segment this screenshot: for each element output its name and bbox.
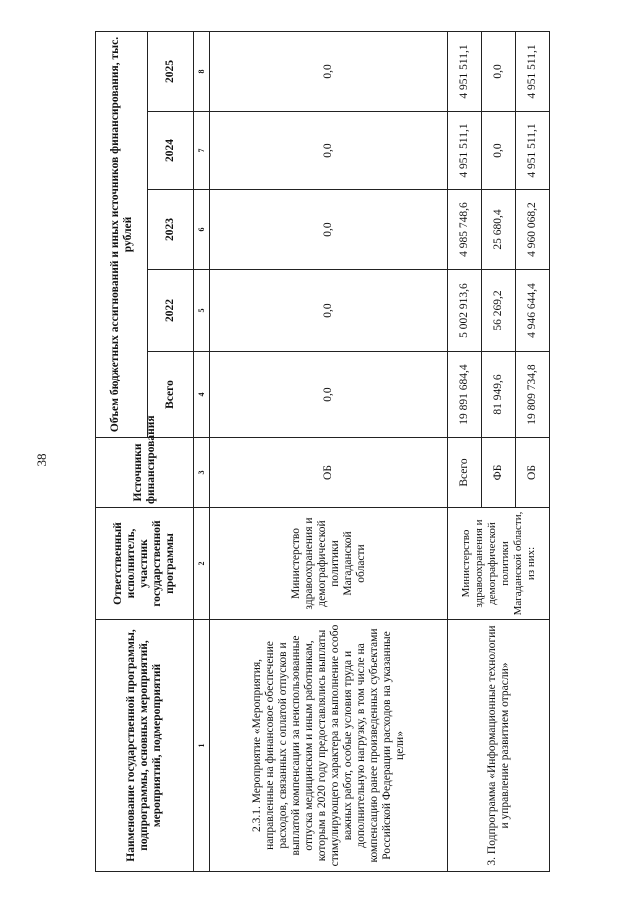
row-value: 0,0 [210, 352, 448, 438]
row-executor: Министерство здравоохранения и демографической политики Магаданской области, из них: [448, 508, 550, 620]
row-value: 0,0 [210, 112, 448, 190]
row-value: 0,0 [482, 112, 516, 190]
header-name: Наименование государственной программы, подпрограммы, основных мероприятий, мероприятий, подмероприятий [96, 620, 194, 872]
row-value: 5 002 913,6 [448, 270, 482, 352]
row-value: 25 680,4 [482, 190, 516, 270]
header-year-2023: 2023 [148, 190, 194, 270]
col-number: 7 [194, 112, 210, 190]
header-budget-group: Объем бюджетных ассигнований и иных источников финансирования, тыс. рублей [96, 31, 148, 437]
row-value: 19 809 734,8 [516, 352, 550, 438]
row-source: ОБ [516, 438, 550, 508]
header-year-2025: 2025 [148, 31, 194, 111]
header-year-2022: 2022 [148, 270, 194, 352]
row-executor: Министерство здравоохранения и демографической политики Магаданской области [210, 508, 448, 620]
col-number: 1 [194, 620, 210, 872]
col-number: 2 [194, 508, 210, 620]
row-value: 4 946 644,4 [516, 270, 550, 352]
budget-table [95, 31, 550, 872]
col-number: 4 [194, 352, 210, 438]
row-value: 0,0 [210, 190, 448, 270]
row-value: 4 960 068,2 [516, 190, 550, 270]
row-name: 2.3.1. Мероприятие «Мероприятия, направленные на финансовое обеспечение расходов, связанных с оплатой отпусков и выплатой компенсации за неиспользованные отпуска медицинским и иным работникам, которым в 2020 году предоставлялись выплаты стимулирующего характера за выполнение особо важных работ, особые условия труда и дополнительную нагрузку, в том числе на компенсацию ранее произведенных субъектами Российской Федерации расходов на указанные цели» [210, 620, 448, 872]
header-year-total: Всего [148, 352, 194, 438]
row-value: 0,0 [210, 270, 448, 352]
row-value: 4 951 511,1 [516, 31, 550, 111]
row-value: 19 891 684,4 [448, 352, 482, 438]
row-name: 3. Подпрограмма «Информационные технологии и управление развитием отрасли» [448, 620, 550, 872]
col-number: 3 [194, 438, 210, 508]
row-value: 4 951 511,1 [516, 112, 550, 190]
row-value: 0,0 [210, 31, 448, 111]
table-row [448, 31, 482, 871]
header-source: Источники финансирования [96, 438, 194, 508]
header-executor: Ответственный исполнитель, участник государственной программы [96, 508, 194, 620]
col-number: 5 [194, 270, 210, 352]
header-year-2024: 2024 [148, 112, 194, 190]
row-value: 4 951 511,1 [448, 31, 482, 111]
row-value: 56 269,2 [482, 270, 516, 352]
page-number: 38 [34, 453, 49, 467]
row-value: 4 985 748,6 [448, 190, 482, 270]
row-value: 0,0 [482, 31, 516, 111]
row-source: ОБ [210, 438, 448, 508]
row-value: 81 949,6 [482, 352, 516, 438]
col-number: 8 [194, 31, 210, 111]
rotated-table-container [95, 32, 545, 872]
row-source: Всего [448, 438, 482, 508]
col-number: 6 [194, 190, 210, 270]
row-source: ФБ [482, 438, 516, 508]
row-value: 4 951 511,1 [448, 112, 482, 190]
table-row [210, 31, 448, 871]
